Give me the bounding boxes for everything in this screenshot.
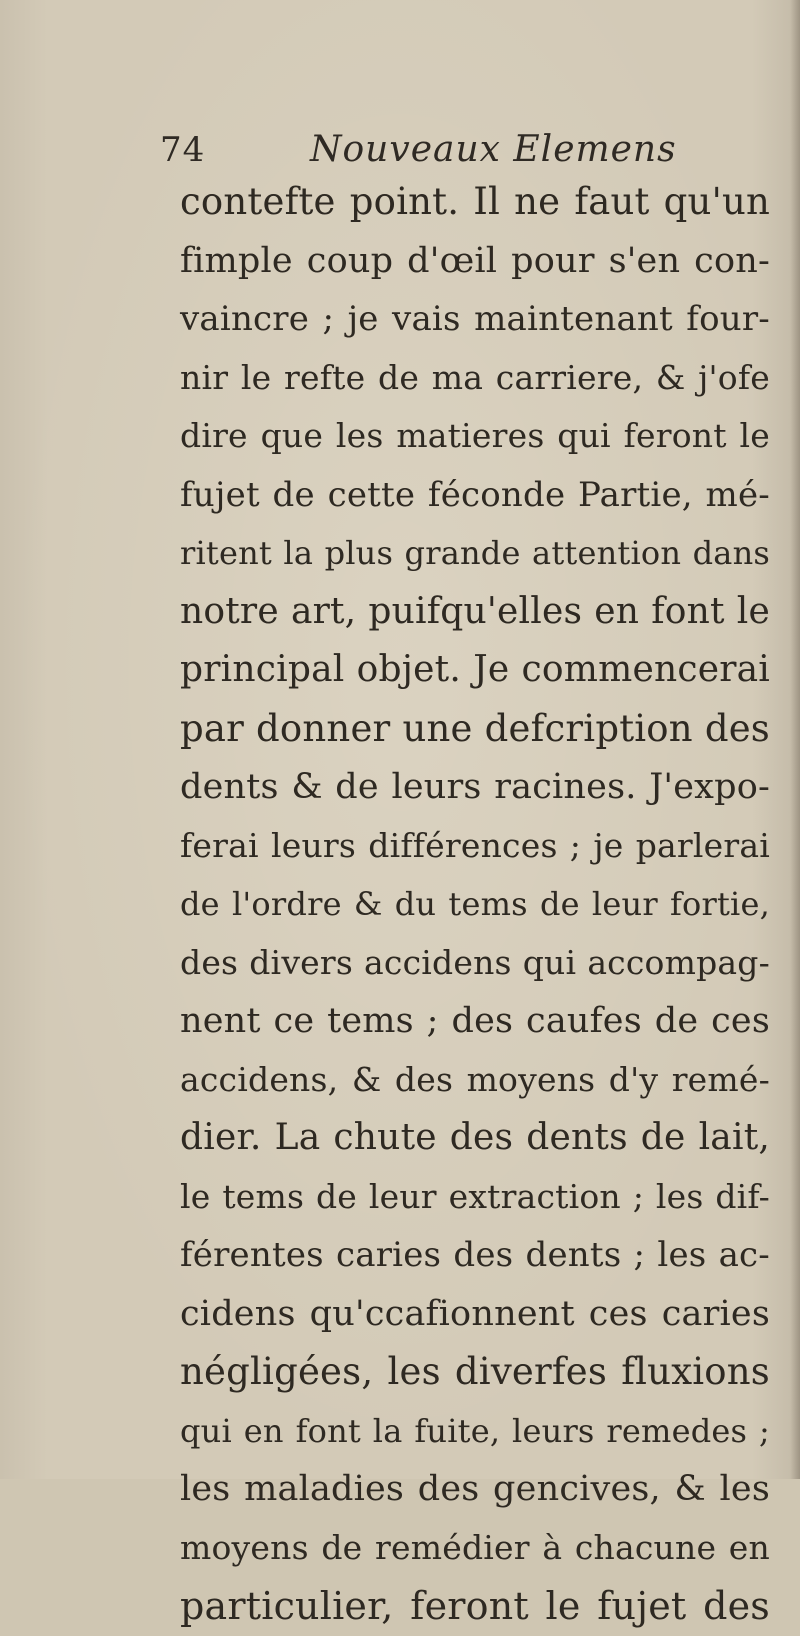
text-line: de l'ordre & du tems de leur fortie, [180,885,770,923]
text-line: accidens, & des moyens d'y remé- [180,1059,770,1099]
text-line: nent ce tems ; des caufes de ces [180,1001,770,1041]
text-line: fujet de cette féconde Partie, mé- [180,474,770,515]
text-line: des divers accidens qui accompag- [180,942,770,982]
text-line: principal objet. Je commencerai [180,649,770,690]
text-line: dier. La chute des dents de lait, [180,1117,770,1158]
text-line: moyens de remédier à chacune en [180,1527,770,1567]
text-line: par donner une defcription des [180,706,770,750]
text-line: le tems de leur extraction ; les dif- [180,1176,770,1216]
page-number: 74 [160,130,206,170]
text-line: nir le refte de ma carriere, & j'ofe [180,357,770,397]
text-line: particulier, feront le fujet des [180,1584,770,1628]
text-line: cidens qu'ccafionnent ces caries [180,1293,770,1334]
text-line: férentes caries des dents ; les ac- [180,1235,770,1275]
text-line: notre art, puifqu'elles en font le [180,590,770,632]
text-line: les maladies des gencives, & les [180,1469,770,1509]
running-title: Nouveaux Elemens [310,129,677,170]
body-text [180,173,770,1636]
text-line: fimple coup d'œil pour s'en con- [180,240,770,281]
text-line: contefte point. Il ne faut qu'un [180,180,770,223]
text-line: négligées, les diverfes fluxions [180,1350,770,1393]
text-line: vaincre ; je vais maintenant four- [180,299,770,339]
text-line: dire que les matieres qui feront le [180,416,770,455]
text-line: qui en font la fuite, leurs remedes ; [180,1411,770,1450]
text-line: ritent la plus grande attention dans [180,534,770,572]
page-header [160,128,760,172]
page-edge-shadow [790,0,800,1479]
text-line: dents & de leurs racines. J'expo- [180,767,770,807]
text-line: ferai leurs différences ; je parlerai [180,825,770,865]
